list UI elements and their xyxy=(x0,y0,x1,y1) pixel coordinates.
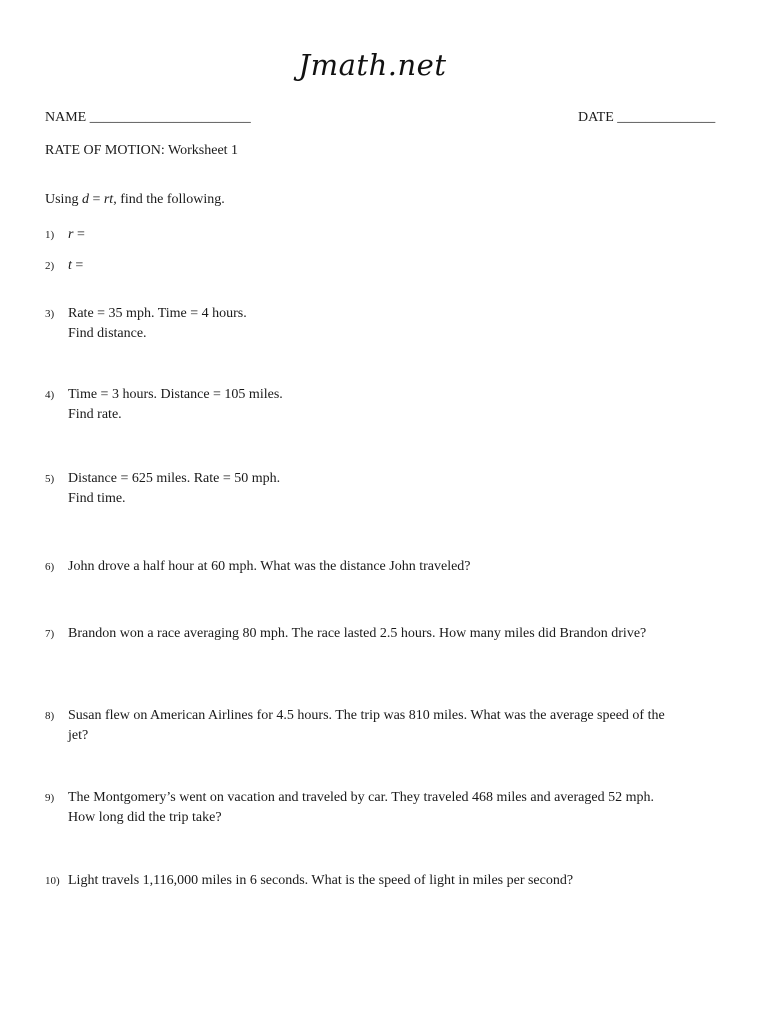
question-line: Find distance. xyxy=(68,326,147,341)
question-equals: = xyxy=(73,227,85,242)
question-line: Rate = 35 mph. Time = 4 hours. xyxy=(68,306,247,321)
question-number: 1) xyxy=(45,229,55,241)
question-line: Distance = 625 miles. Rate = 50 mph. xyxy=(68,471,281,486)
question-line: The Montgomery’s went on vacation and traveled by car. They traveled 468 miles and averaged 52 mph. xyxy=(68,790,655,805)
question-number: 8) xyxy=(45,710,55,722)
question-number: 9) xyxy=(45,792,55,804)
question-number: 10) xyxy=(45,875,60,887)
question-number: 7) xyxy=(45,628,55,640)
question-5-text xyxy=(68,469,280,509)
instructions-prefix: Using xyxy=(45,192,82,207)
question-variable: r xyxy=(68,227,74,242)
formula-d: d xyxy=(81,192,89,207)
question-number: 6) xyxy=(45,561,55,573)
question-equals: = xyxy=(71,258,84,273)
instructions-suffix: , find the following. xyxy=(113,192,225,207)
question-8-text xyxy=(68,706,665,746)
worksheet-title: RATE OF MOTION: Worksheet 1 xyxy=(45,143,239,158)
question-line: jet? xyxy=(68,728,89,743)
question-3-text xyxy=(68,304,247,344)
formula-equals: = xyxy=(88,192,104,207)
question-10-text: Light travels 1,116,000 miles in 6 seconds. What is the speed of light in miles per second? xyxy=(68,873,574,888)
question-line: Time = 3 hours. Distance = 105 miles. xyxy=(68,387,283,402)
question-4-text xyxy=(68,385,283,425)
formula-rt: rt xyxy=(103,192,114,207)
question-line: Find time. xyxy=(68,491,126,506)
question-line: Find rate. xyxy=(68,407,122,422)
question-line: Susan flew on American Airlines for 4.5 hours. The trip was 810 miles. What was the average speed of the xyxy=(68,708,665,723)
question-1-text xyxy=(68,225,85,245)
question-number: 3) xyxy=(45,308,55,320)
question-line: How long did the trip take? xyxy=(68,810,222,825)
site-logo: Jmath.net xyxy=(298,48,447,82)
question-variable: t xyxy=(68,258,72,273)
date-field-label: DATE ______________ xyxy=(578,110,716,125)
name-field-label: NAME _______________________ xyxy=(45,110,251,125)
instructions xyxy=(45,190,225,210)
question-2-text xyxy=(68,256,83,276)
question-9-text xyxy=(68,788,654,828)
question-6-text: John drove a half hour at 60 mph. What was the distance John traveled? xyxy=(68,559,471,574)
question-number: 2) xyxy=(45,260,55,272)
question-number: 4) xyxy=(45,389,55,401)
question-number: 5) xyxy=(45,473,55,485)
question-7-text: Brandon won a race averaging 80 mph. The race lasted 2.5 hours. How many miles did Brandon drive? xyxy=(68,626,647,641)
